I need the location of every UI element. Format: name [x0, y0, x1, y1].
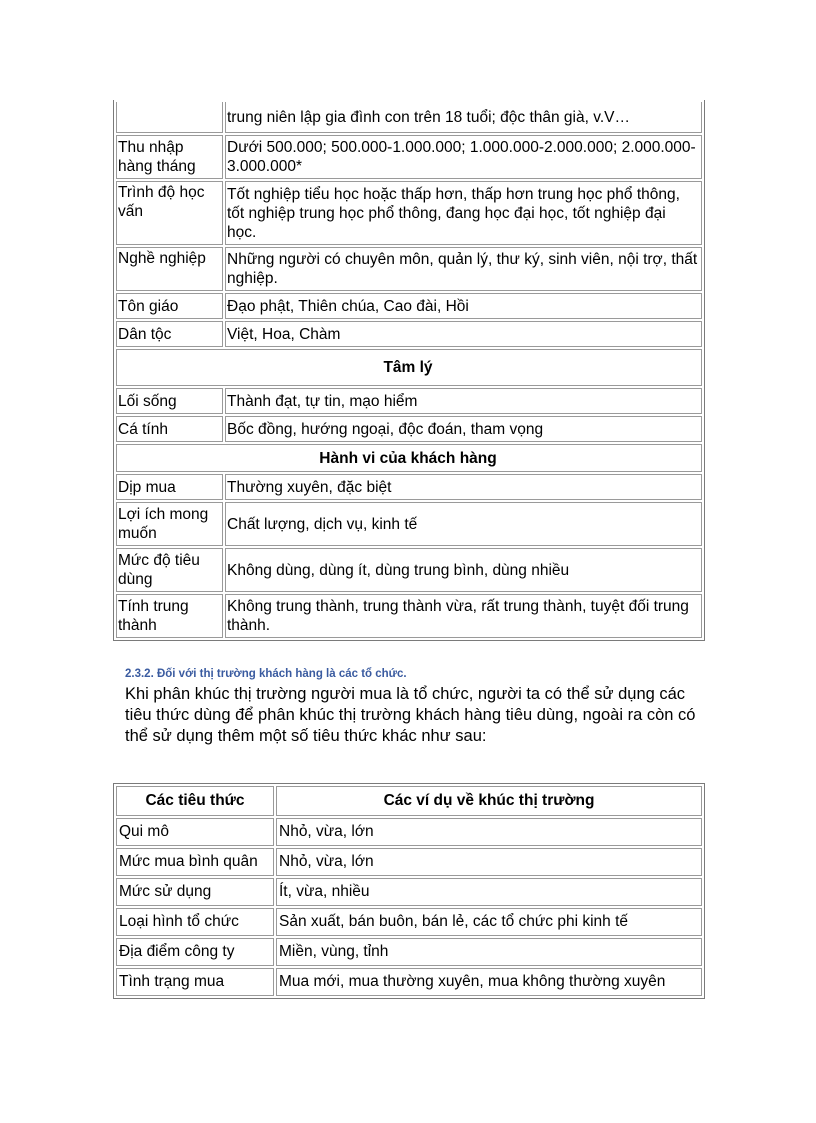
table-row [116, 388, 702, 414]
segmentation-table-organizations [113, 783, 705, 999]
table-row [116, 102, 702, 133]
row-value: Không dùng, dùng ít, dùng trung bình, dùng nhiều [225, 548, 702, 592]
row-value: Nhỏ, vừa, lớn [276, 818, 702, 846]
row-label: Qui mô [116, 818, 274, 846]
row-value: Bốc đồng, hướng ngoại, độc đoán, tham vọng [225, 416, 702, 442]
row-label: Trình độ học vấn [116, 181, 223, 245]
section-header-behavior: Hành vi của khách hàng [116, 444, 702, 472]
table-header-row [116, 786, 702, 816]
row-value: Sản xuất, bán buôn, bán lẻ, các tổ chức phi kinh tế [276, 908, 702, 936]
row-value: Dưới 500.000; 500.000-1.000.000; 1.000.000-2.000.000; 2.000.000-3.000.000* [225, 135, 702, 179]
table-row [116, 321, 702, 347]
section-heading: 2.3.2. Đối với thị trường khách hàng là các tổ chức. [125, 668, 407, 680]
row-value: trung niên lập gia đình con trên 18 tuổi; độc thân già, v.V… [225, 102, 702, 133]
section-paragraph: Khi phân khúc thị trường người mua là tổ chức, người ta có thể sử dụng các tiêu thức dùng để phân khúc thị trường khách hàng tiêu dùng, ngoài ra còn có thể sử dụng thêm một số tiêu thức khác như sau: [125, 685, 696, 745]
row-label: Dân tộc [116, 321, 223, 347]
table-row [116, 968, 702, 996]
row-value: Thường xuyên, đặc biệt [225, 474, 702, 500]
table-row [116, 848, 702, 876]
row-value: Đạo phật, Thiên chúa, Cao đài, Hồi [225, 293, 702, 319]
row-label [116, 102, 223, 133]
table-row [116, 908, 702, 936]
row-label: Tôn giáo [116, 293, 223, 319]
table-row [116, 293, 702, 319]
table-row [116, 474, 702, 500]
row-value: Mua mới, mua thường xuyên, mua không thường xuyên [276, 968, 702, 996]
row-value: Không trung thành, trung thành vừa, rất trung thành, tuyệt đối trung thành. [225, 594, 702, 638]
row-label: Tính trung thành [116, 594, 223, 638]
row-value: Nhỏ, vừa, lớn [276, 848, 702, 876]
column-header-examples: Các ví dụ về khúc thị trường [276, 786, 702, 816]
row-value: Tốt nghiệp tiểu học hoặc thấp hơn, thấp hơn trung học phổ thông, tốt nghiệp trung học phổ thông, đang học đại học, tốt nghiệp đại học. [225, 181, 702, 245]
section-header-psych: Tâm lý [116, 349, 702, 386]
row-label: Mức độ tiêu dùng [116, 548, 223, 592]
section-header-row [116, 349, 702, 386]
table-row [116, 818, 702, 846]
table-row [116, 878, 702, 906]
row-label: Thu nhập hàng tháng [116, 135, 223, 179]
table-row [116, 502, 702, 546]
table-row [116, 135, 702, 179]
row-value: Chất lượng, dịch vụ, kinh tế [225, 502, 702, 546]
row-label: Cá tính [116, 416, 223, 442]
row-value: Những người có chuyên môn, quản lý, thư ký, sinh viên, nội trợ, thất nghiệp. [225, 247, 702, 291]
row-value: Việt, Hoa, Chàm [225, 321, 702, 347]
segmentation-table-consumer [113, 100, 705, 641]
row-label: Địa điểm công ty [116, 938, 274, 966]
row-value: Miền, vùng, tỉnh [276, 938, 702, 966]
row-label: Loại hình tổ chức [116, 908, 274, 936]
table-row [116, 416, 702, 442]
table-row [116, 548, 702, 592]
row-label: Mức sử dụng [116, 878, 274, 906]
column-header-criteria: Các tiêu thức [116, 786, 274, 816]
table-row [116, 247, 702, 291]
table-row [116, 938, 702, 966]
row-label: Tình trạng mua [116, 968, 274, 996]
row-label: Lối sống [116, 388, 223, 414]
row-value: Ít, vừa, nhiều [276, 878, 702, 906]
row-value: Thành đạt, tự tin, mạo hiểm [225, 388, 702, 414]
row-label: Dịp mua [116, 474, 223, 500]
table-row [116, 594, 702, 638]
row-label: Nghề nghiệp [116, 247, 223, 291]
section-header-row [116, 444, 702, 472]
row-label: Lợi ích mong muốn [116, 502, 223, 546]
table-row [116, 181, 702, 245]
row-label: Mức mua bình quân [116, 848, 274, 876]
